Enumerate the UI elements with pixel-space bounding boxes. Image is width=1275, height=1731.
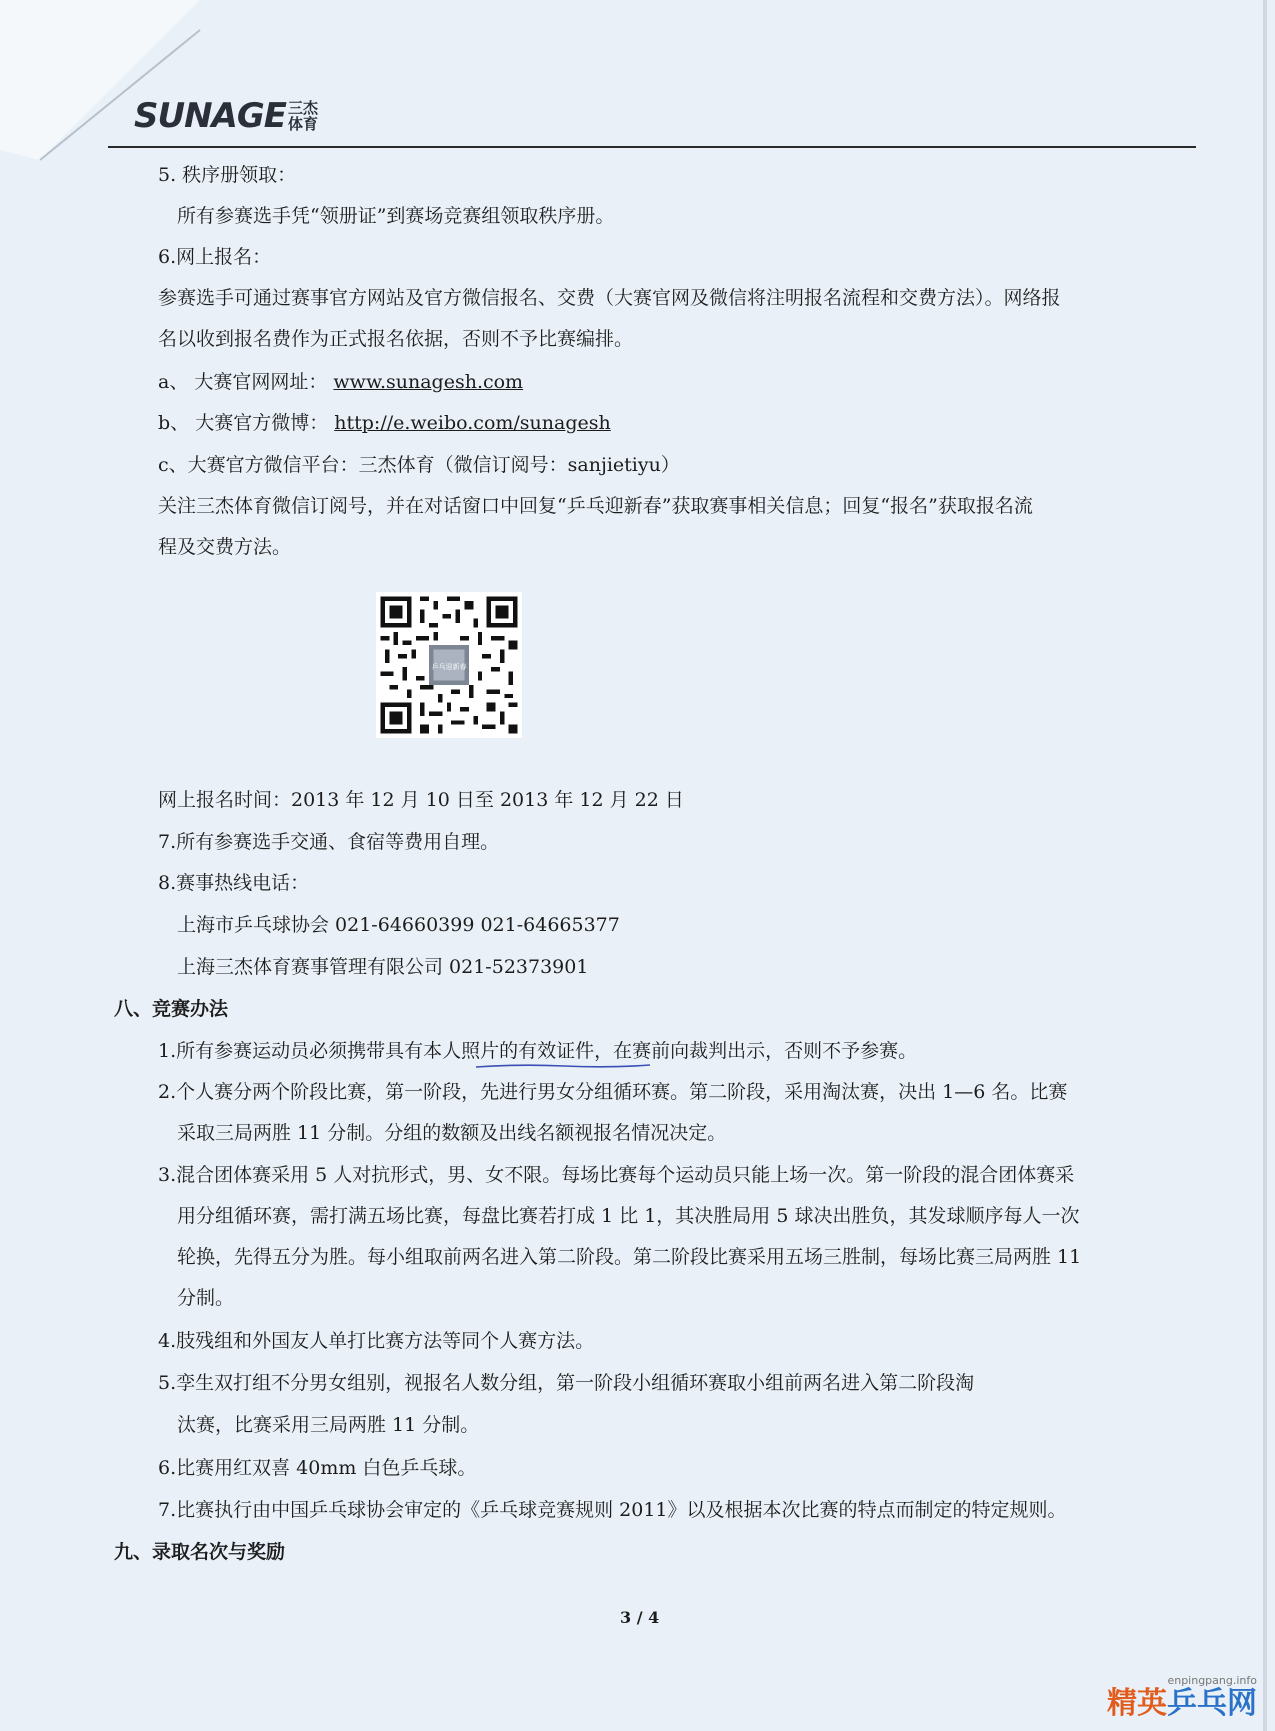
header-rule	[108, 146, 1196, 148]
rule-5-line-1: 5.孪生双打组不分男女组别，视报名人数分组，第一阶段小组循环赛取小组前两名进入第二阶段淘	[158, 1372, 975, 1394]
item-6-text-1: 参赛选手可通过赛事官方网站及官方微信报名、交费（大赛官网及微信将注明报名流程和交费方法）。网络报	[158, 287, 1061, 309]
rule-3-line-3: 轮换，先得五分为胜。每小组取前两名进入第二阶段。第二阶段比赛采用五场三胜制，每场比赛三局两胜 11	[177, 1246, 1082, 1268]
logo-cjk: 三杰 体育	[288, 99, 319, 133]
rule-4: 4.肢残组和外国友人单打比赛方法等同个人赛方法。	[158, 1330, 595, 1352]
rule-2-line-2: 采取三局两胜 11 分制。分组的数额及出线名额视报名情况决定。	[177, 1122, 727, 1144]
item-5-text: 所有参赛选手凭“领册证”到赛场竞赛组领取秩序册。	[177, 205, 615, 227]
item-6-heading: 6.网上报名：	[158, 246, 272, 268]
page-number: 3 / 4	[620, 1608, 660, 1627]
page-edge	[1263, 0, 1267, 1731]
wechat-line: c、大赛官方微信平台：三杰体育（微信订阅号：sanjietiyu）	[158, 454, 680, 476]
watermark-domain: enpingpang.info	[1167, 1674, 1257, 1687]
wechat-qr-code	[376, 592, 522, 738]
rule-5-line-2: 汰赛，比赛采用三局两胜 11 分制。	[177, 1414, 480, 1436]
rule-3-line-4: 分制。	[177, 1287, 235, 1309]
website-line	[158, 370, 523, 394]
website-link[interactable]: www.sunagesh.com	[333, 371, 524, 393]
section-8-heading: 八、竞赛办法	[114, 998, 229, 1020]
website-label: a、 大赛官网网址：	[158, 371, 328, 393]
item-5-heading: 5. 秩序册领取：	[158, 164, 297, 186]
wechat-instruction-1: 关注三杰体育微信订阅号，并在对话窗口中回复“乒乓迎新春”获取赛事相关信息；回复“报名”获取报名流	[158, 495, 1033, 517]
item-8-heading: 8.赛事热线电话：	[158, 872, 310, 894]
item-7: 7.所有参赛选手交通、食宿等费用自理。	[158, 831, 500, 853]
rule-2-line-1: 2.个人赛分两个阶段比赛，第一阶段，先进行男女分组循环赛。第二阶段，采用淘汰赛，决出 1—6 名。比赛	[158, 1081, 1068, 1103]
site-watermark	[1107, 1674, 1257, 1721]
corner-fold-shadow	[0, 0, 240, 170]
section-9-heading: 九、录取名次与奖励	[114, 1541, 286, 1563]
registration-period: 网上报名时间：2013 年 12 月 10 日至 2013 年 12 月 22 日	[158, 789, 684, 811]
rule-6: 6.比赛用红双喜 40mm 白色乒乓球。	[158, 1457, 477, 1479]
weibo-label: b、 大赛官方微博：	[158, 412, 329, 434]
rule-3-line-1: 3.混合团体赛采用 5 人对抗形式，男、女不限。每场比赛每个运动员只能上场一次。第一阶段的混合团体赛采	[158, 1164, 1075, 1186]
sunage-logo	[134, 96, 318, 136]
hotline-association: 上海市乒乓球协会 021-64660399 021-64665377	[177, 914, 620, 936]
logo-latin: SUNAGE	[134, 96, 286, 136]
hotline-company: 上海三杰体育赛事管理有限公司 021-52373901	[177, 956, 589, 978]
watermark-brand: 精英乒乓网	[1107, 1686, 1257, 1721]
weibo-line	[158, 411, 611, 435]
rule-7: 7.比赛执行由中国乒乓球协会审定的《乒乓球竞赛规则 2011》以及根据本次比赛的特点而制定的特定规则。	[158, 1499, 1067, 1521]
wechat-instruction-2: 程及交费方法。	[158, 536, 292, 558]
qr-center-label: 乒乓迎新春	[431, 661, 467, 671]
item-6-text-2: 名以收到报名费作为正式报名依据，否则不予比赛编排。	[158, 328, 634, 350]
rule-3-line-2: 用分组循环赛，需打满五场比赛，每盘比赛若打成 1 比 1，其决胜局用 5 球决出胜负，其发球顺序每人一次	[177, 1205, 1080, 1227]
rule-1: 1.所有参赛运动员必须携带具有本人照片的有效证件，在赛前向裁判出示，否则不予参赛。	[158, 1040, 918, 1062]
pen-underline-mark	[474, 1063, 652, 1069]
weibo-link[interactable]: http://e.weibo.com/sunagesh	[334, 412, 611, 434]
